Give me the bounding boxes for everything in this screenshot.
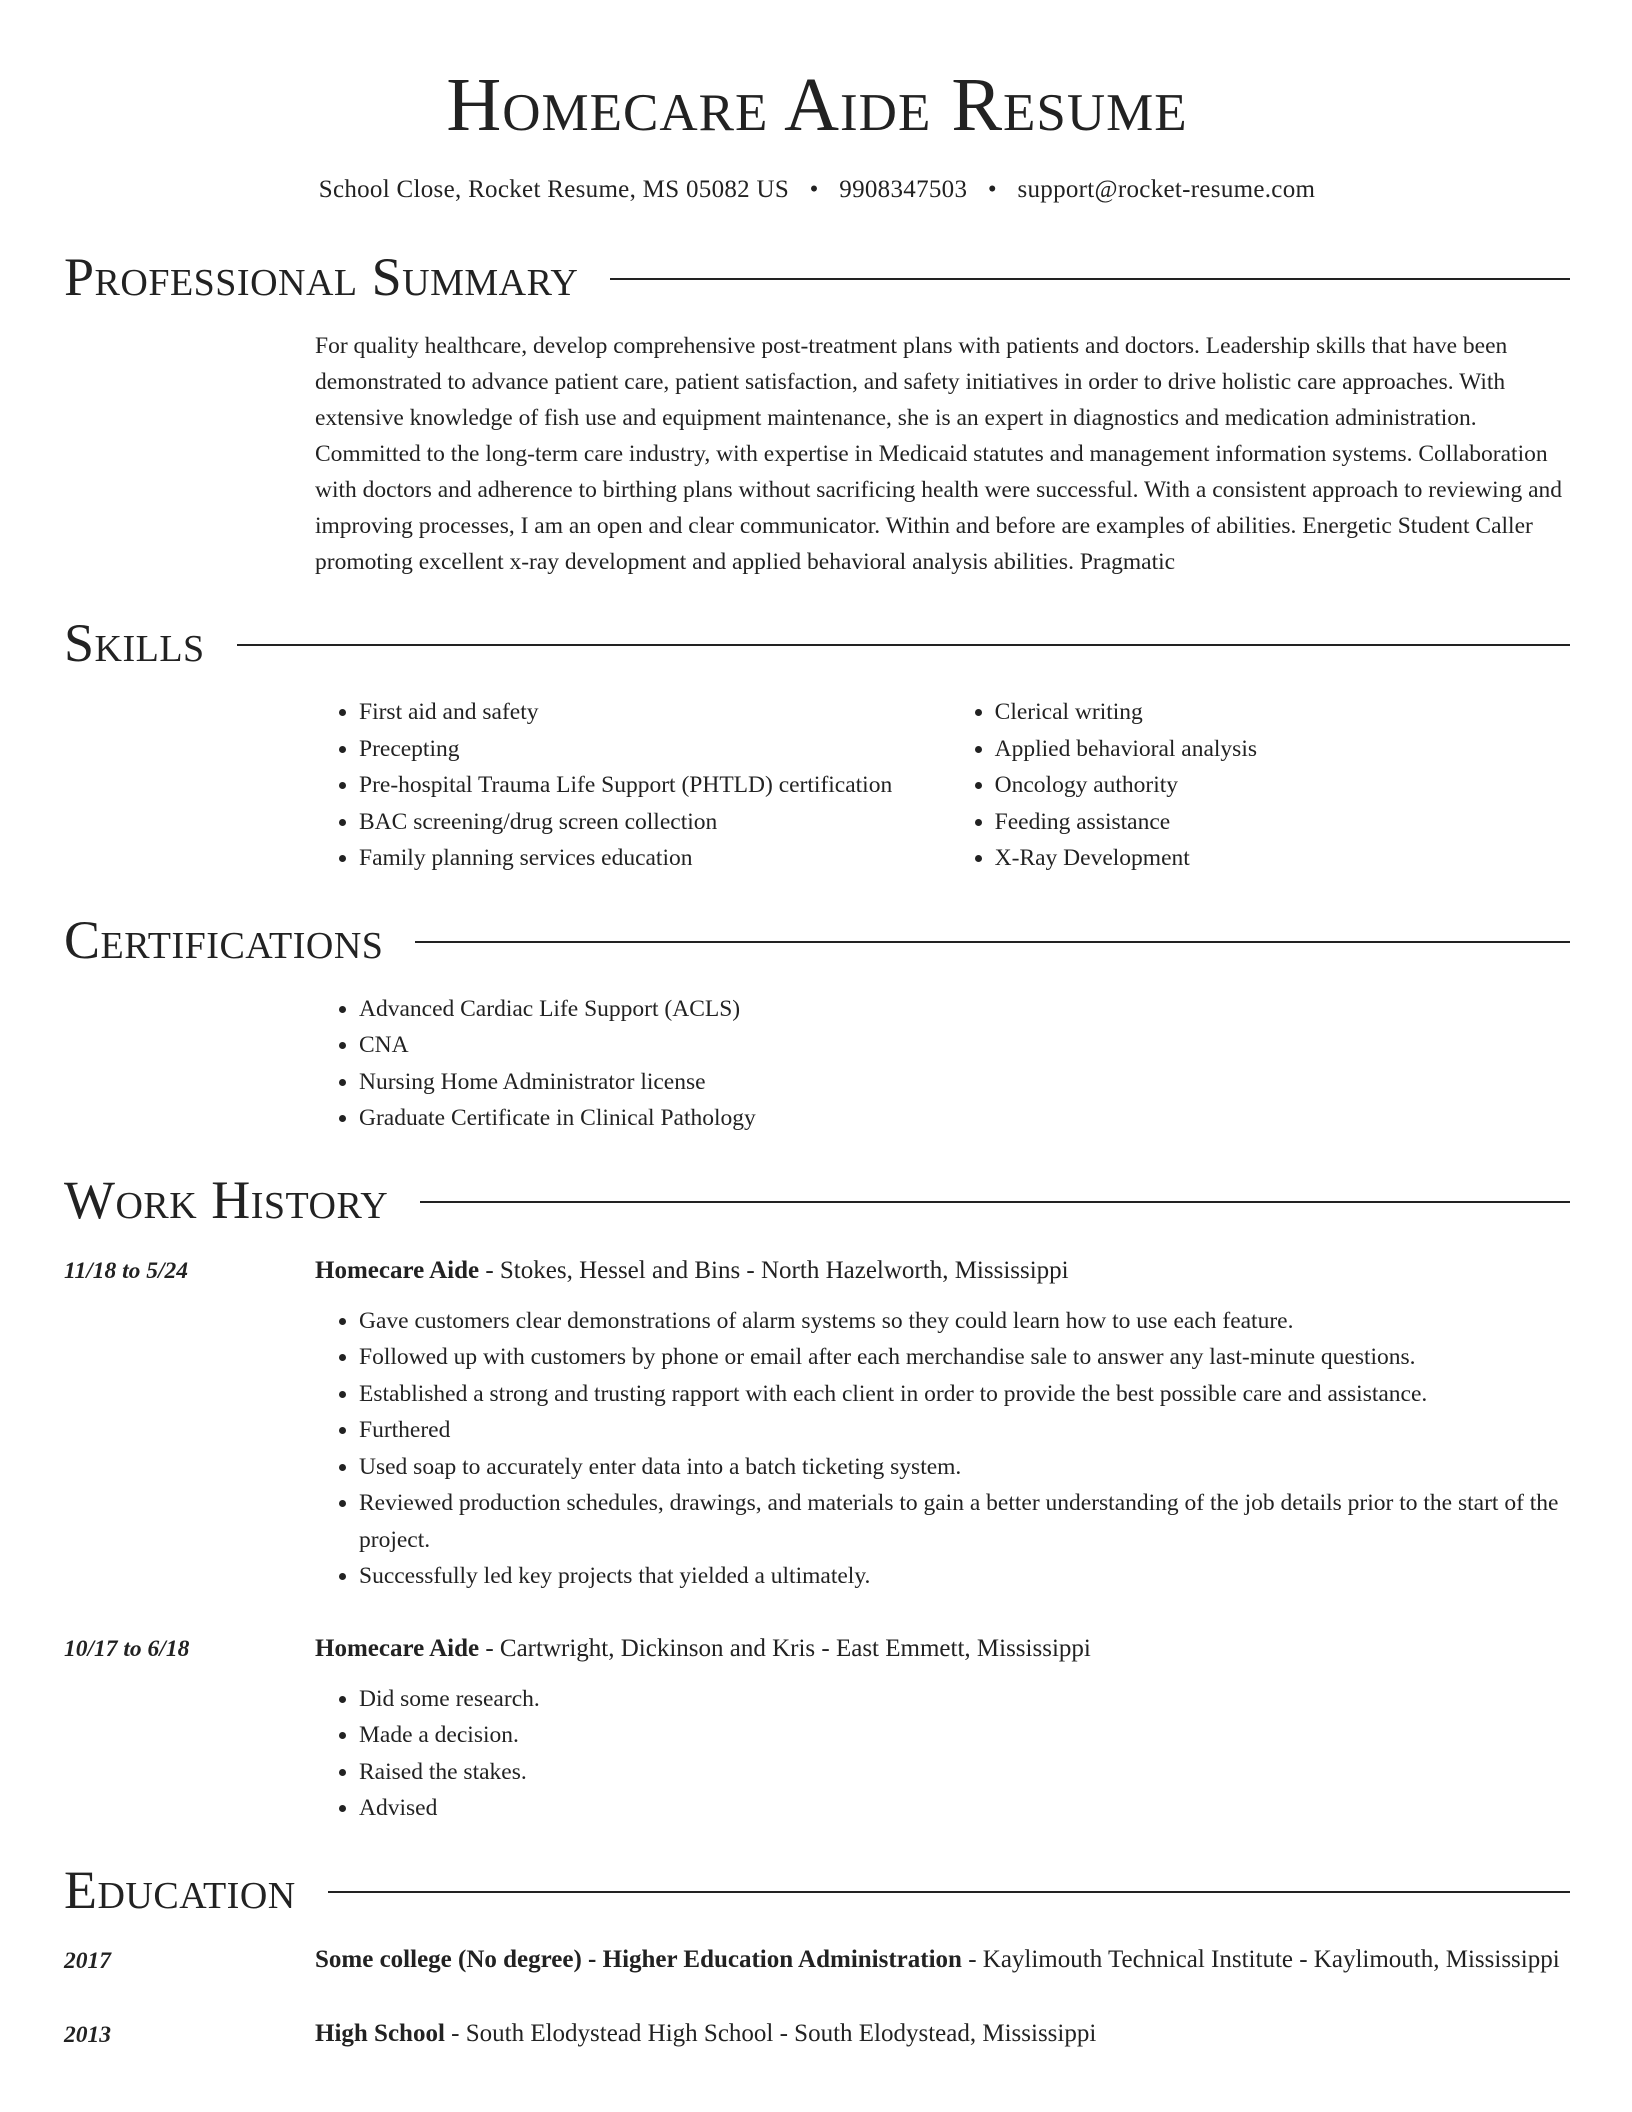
skills-section-header (64, 608, 1570, 678)
page-title: Homecare Aide Resume (446, 63, 1188, 147)
list-item: • Family planning services education (359, 840, 951, 877)
resume-page (64, 0, 1570, 2055)
contact-line (64, 172, 1570, 208)
job-dates: 10/17 to 6/18 (64, 1635, 190, 1662)
list-item: • Applied behavioral analysis (995, 731, 1570, 768)
certifications-section-header (64, 905, 1570, 975)
list-item: • Nursing Home Administrator license (359, 1064, 1570, 1101)
skills-column-left (315, 694, 951, 877)
job-bullets (315, 1303, 1570, 1595)
list-item: • Successfully led key projects that yielded a ultimately. (359, 1558, 1570, 1595)
job-title: Homecare Aide (315, 1634, 480, 1662)
work-heading: Work History (64, 1169, 389, 1230)
education-degree: Some college (No degree) - Higher Education Administration (315, 1945, 962, 1973)
job-header (315, 1251, 1570, 1291)
section-divider (328, 1891, 1570, 1893)
summary-heading: Professional Summary (64, 247, 579, 307)
skills-column-right (951, 694, 1570, 877)
education-section-header (64, 1855, 1570, 1925)
education-entry (64, 2015, 1570, 2055)
list-item: • Advanced Cardiac Life Support (ACLS) (359, 991, 1570, 1028)
work-section-header (64, 1165, 1570, 1235)
list-item: • Made a decision. (359, 1717, 1570, 1754)
education-school: - Kaylimouth Technical Institute - Kaylimouth, Mississippi (961, 1945, 1560, 1973)
certifications-items (315, 991, 1570, 1137)
list-item: • BAC screening/drug screen collection (359, 804, 951, 841)
section-divider (415, 941, 1570, 943)
list-item: • CNA (359, 1027, 1570, 1064)
list-item: • Precepting (359, 731, 951, 768)
section-divider (237, 644, 1570, 646)
job-entry (64, 1629, 1570, 1827)
job-title: Homecare Aide (315, 1256, 480, 1284)
list-item: • Followed up with customers by phone or email after each merchandise sale to answer any last-minute questions. (359, 1339, 1570, 1376)
job-employer: - Stokes, Hessel and Bins - North Hazelworth, Mississippi (479, 1256, 1069, 1284)
list-item: • Raised the stakes. (359, 1754, 1570, 1791)
education-heading: Education (64, 1859, 296, 1920)
job-header (315, 1629, 1570, 1669)
list-item: • Did some research. (359, 1681, 1570, 1718)
contact-address: School Close, Rocket Resume, MS 05082 US (318, 176, 790, 203)
contact-separator: • (987, 176, 997, 203)
list-item: • Oncology authority (995, 767, 1570, 804)
education-details (315, 2015, 1570, 2055)
list-item: • Pre-hospital Trauma Life Support (PHTLD) certification (359, 767, 951, 804)
education-year: 2013 (64, 2021, 111, 2048)
skills-list (315, 694, 1570, 877)
contact-separator: • (809, 176, 819, 203)
contact-phone: 9908347503 (839, 176, 968, 203)
list-item: • Feeding assistance (995, 804, 1570, 841)
job-entry (64, 1251, 1570, 1595)
education-year: 2017 (64, 1947, 111, 1974)
education-entry (64, 1941, 1570, 1981)
section-divider (420, 1201, 1570, 1203)
job-bullets (315, 1681, 1570, 1827)
education-school: - South Elodystead High School - South Elodystead, Mississippi (444, 2019, 1097, 2047)
summary-text: For quality healthcare, develop comprehensive post-treatment plans with patients and doctors. Leadership skills that have been demonstrated to advance patient care, patient satisfaction, and safety initiatives in order to drive holistic care approaches. With extensive knowledge of fish use and equipment maintenance, she is an expert in diagnostics and medication administration. Committed to the long-term care industry, with expertise in Medicaid statutes and management information systems. Collaboration with doctors and adherence to birthing plans without sacrificing health were successful. With a consistent approach to reviewing and improving processes, I am an open and clear communicator. Within and before are examples of abilities. Energetic Student Caller promoting excellent x-ray development and applied behavioral analysis abilities. Pragmatic (315, 333, 1563, 575)
list-item: • First aid and safety (359, 694, 951, 731)
certifications-list (315, 991, 1570, 1137)
list-item: • Graduate Certificate in Clinical Pathology (359, 1100, 1570, 1137)
list-item: • Clerical writing (995, 694, 1570, 731)
contact-email: support@rocket-resume.com (1017, 176, 1316, 203)
job-dates: 11/18 to 5/24 (64, 1257, 189, 1284)
education-degree: High School (315, 2019, 445, 2047)
list-item: • X-Ray Development (995, 840, 1570, 877)
education-details (315, 1941, 1570, 1981)
list-item: • Furthered (359, 1412, 1570, 1449)
job-employer: - Cartwright, Dickinson and Kris - East Emmett, Mississippi (479, 1634, 1091, 1662)
list-item: • Used soap to accurately enter data into a batch ticketing system. (359, 1449, 1570, 1486)
skills-heading: Skills (64, 613, 205, 673)
certifications-heading: Certifications (64, 909, 384, 970)
section-divider (610, 278, 1570, 280)
list-item: • Gave customers clear demonstrations of alarm systems so they could learn how to use each feature. (359, 1303, 1570, 1340)
list-item: • Reviewed production schedules, drawings, and materials to gain a better understanding of the job details prior to the start of the project. (359, 1485, 1570, 1558)
list-item: • Advised (359, 1790, 1570, 1827)
list-item: • Established a strong and trusting rapport with each client in order to provide the best possible care and assistance. (359, 1376, 1570, 1413)
summary-section-header (64, 242, 1570, 312)
